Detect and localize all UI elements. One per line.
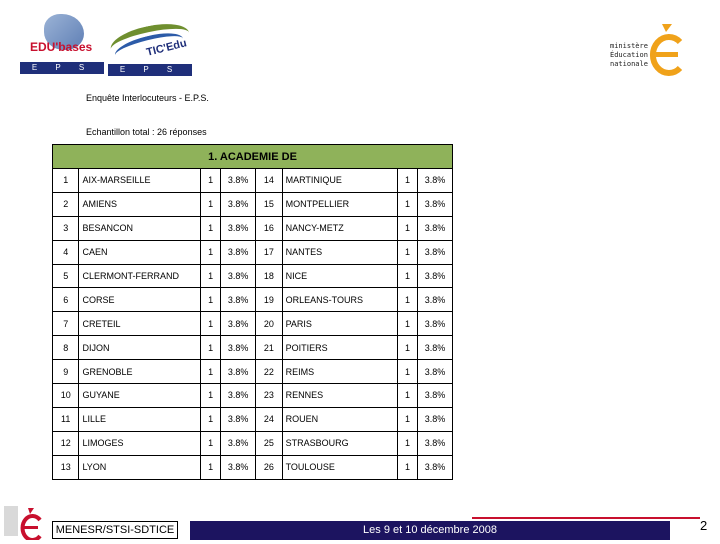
row-number-left: 4 [53, 240, 79, 264]
ticedu-logo-subtitle: E P S [108, 64, 192, 76]
count-left: 1 [201, 288, 221, 312]
count-left: 1 [201, 455, 221, 479]
percent-left: 3.8% [221, 240, 256, 264]
academie-name-left: CAEN [79, 240, 201, 264]
count-right: 1 [397, 312, 417, 336]
edubases-logo [14, 14, 106, 76]
percent-right: 3.8% [418, 384, 453, 408]
row-number-left: 2 [53, 192, 79, 216]
academie-name-right: ORLEANS-TOURS [282, 288, 397, 312]
row-number-right: 20 [256, 312, 282, 336]
count-left: 1 [201, 336, 221, 360]
count-right: 1 [397, 192, 417, 216]
percent-left: 3.8% [221, 216, 256, 240]
row-number-left: 13 [53, 455, 79, 479]
count-right: 1 [397, 360, 417, 384]
academie-name-left: CRETEIL [79, 312, 201, 336]
table-row [53, 216, 453, 240]
academie-name-right: ROUEN [282, 407, 397, 431]
count-right: 1 [397, 240, 417, 264]
academie-name-left: LILLE [79, 407, 201, 431]
count-left: 1 [201, 384, 221, 408]
percent-left: 3.8% [221, 288, 256, 312]
percent-left: 3.8% [221, 312, 256, 336]
table-row [53, 407, 453, 431]
count-right: 1 [397, 216, 417, 240]
ministere-line-3: nationale [610, 60, 648, 68]
academie-name-right: NICE [282, 264, 397, 288]
row-number-right: 23 [256, 384, 282, 408]
footer-organization: MENESR/STSI-SDTICE [52, 521, 178, 539]
table-row [53, 336, 453, 360]
academie-name-left: CLERMONT-FERRAND [79, 264, 201, 288]
row-number-right: 26 [256, 455, 282, 479]
academie-name-left: GUYANE [79, 384, 201, 408]
academie-name-right: TOULOUSE [282, 455, 397, 479]
percent-right: 3.8% [418, 431, 453, 455]
academie-name-right: MONTPELLIER [282, 192, 397, 216]
row-number-right: 24 [256, 407, 282, 431]
count-right: 1 [397, 431, 417, 455]
edubases-logo-subtitle: E P S [20, 62, 104, 74]
row-number-right: 21 [256, 336, 282, 360]
table-row [53, 312, 453, 336]
table-row [53, 240, 453, 264]
row-number-left: 6 [53, 288, 79, 312]
footer-date: Les 9 et 10 décembre 2008 [190, 521, 670, 540]
ministere-logo [606, 20, 688, 82]
ministere-line-2: Éducation [610, 51, 648, 59]
percent-right: 3.8% [418, 407, 453, 431]
count-left: 1 [201, 216, 221, 240]
table-row [53, 288, 453, 312]
count-left: 1 [201, 312, 221, 336]
row-number-right: 15 [256, 192, 282, 216]
percent-left: 3.8% [221, 264, 256, 288]
row-number-right: 25 [256, 431, 282, 455]
academie-table [52, 144, 453, 480]
academie-name-right: PARIS [282, 312, 397, 336]
row-number-left: 3 [53, 216, 79, 240]
academie-name-right: POITIERS [282, 336, 397, 360]
percent-left: 3.8% [221, 360, 256, 384]
table-header-row [53, 145, 453, 169]
academie-name-left: DIJON [79, 336, 201, 360]
academie-name-left: GRENOBLE [79, 360, 201, 384]
percent-left: 3.8% [221, 192, 256, 216]
count-left: 1 [201, 192, 221, 216]
table-header: 1. ACADEMIE DE [53, 145, 453, 169]
percent-right: 3.8% [418, 455, 453, 479]
percent-right: 3.8% [418, 216, 453, 240]
table-row [53, 264, 453, 288]
row-number-right: 19 [256, 288, 282, 312]
table-row [53, 360, 453, 384]
academie-name-right: STRASBOURG [282, 431, 397, 455]
academie-name-right: MARTINIQUE [282, 169, 397, 193]
row-number-right: 17 [256, 240, 282, 264]
count-left: 1 [201, 431, 221, 455]
footer-divider [472, 517, 700, 519]
count-left: 1 [201, 240, 221, 264]
survey-title: Enquête Interlocuteurs - E.P.S. [86, 93, 209, 103]
academie-name-left: LIMOGES [79, 431, 201, 455]
edubases-logo-title: EDU'bases [30, 40, 93, 54]
percent-left: 3.8% [221, 384, 256, 408]
academie-name-left: BESANCON [79, 216, 201, 240]
table-row [53, 431, 453, 455]
table-row [53, 192, 453, 216]
ministere-logo-text [610, 42, 648, 69]
count-left: 1 [201, 360, 221, 384]
sample-size-text: Echantillon total : 26 réponses [86, 127, 207, 137]
row-number-left: 7 [53, 312, 79, 336]
percent-right: 3.8% [418, 336, 453, 360]
percent-left: 3.8% [221, 169, 256, 193]
count-right: 1 [397, 336, 417, 360]
count-right: 1 [397, 264, 417, 288]
count-right: 1 [397, 407, 417, 431]
academie-name-left: AIX-MARSEILLE [79, 169, 201, 193]
count-right: 1 [397, 169, 417, 193]
ministere-line-1: ministère [610, 42, 648, 50]
row-number-left: 10 [53, 384, 79, 408]
academie-name-left: CORSE [79, 288, 201, 312]
row-number-left: 8 [53, 336, 79, 360]
footer-ministere-logo [2, 500, 44, 540]
count-right: 1 [397, 455, 417, 479]
page-number: 2 [700, 518, 708, 533]
percent-right: 3.8% [418, 312, 453, 336]
table-row [53, 169, 453, 193]
row-number-left: 1 [53, 169, 79, 193]
academie-name-right: NANTES [282, 240, 397, 264]
count-left: 1 [201, 407, 221, 431]
percent-right: 3.8% [418, 192, 453, 216]
table-row [53, 455, 453, 479]
percent-right: 3.8% [418, 240, 453, 264]
percent-left: 3.8% [221, 407, 256, 431]
table-row [53, 384, 453, 408]
row-number-left: 9 [53, 360, 79, 384]
percent-right: 3.8% [418, 169, 453, 193]
academie-name-right: NANCY-METZ [282, 216, 397, 240]
row-number-right: 16 [256, 216, 282, 240]
count-right: 1 [397, 288, 417, 312]
percent-right: 3.8% [418, 264, 453, 288]
ticedu-logo-title: TIC'Edu [145, 37, 188, 59]
row-number-left: 11 [53, 407, 79, 431]
academie-name-right: REIMS [282, 360, 397, 384]
row-number-right: 22 [256, 360, 282, 384]
footer-e-logo-icon [2, 500, 44, 540]
row-number-right: 14 [256, 169, 282, 193]
percent-right: 3.8% [418, 360, 453, 384]
count-left: 1 [201, 264, 221, 288]
academie-name-left: LYON [79, 455, 201, 479]
percent-right: 3.8% [418, 288, 453, 312]
row-number-left: 5 [53, 264, 79, 288]
count-right: 1 [397, 384, 417, 408]
percent-left: 3.8% [221, 455, 256, 479]
row-number-left: 12 [53, 431, 79, 455]
e-accent-logo-icon [646, 22, 686, 78]
percent-left: 3.8% [221, 431, 256, 455]
row-number-right: 18 [256, 264, 282, 288]
ticedu-logo [108, 20, 194, 76]
percent-left: 3.8% [221, 336, 256, 360]
count-left: 1 [201, 169, 221, 193]
academie-name-left: AMIENS [79, 192, 201, 216]
academie-name-right: RENNES [282, 384, 397, 408]
